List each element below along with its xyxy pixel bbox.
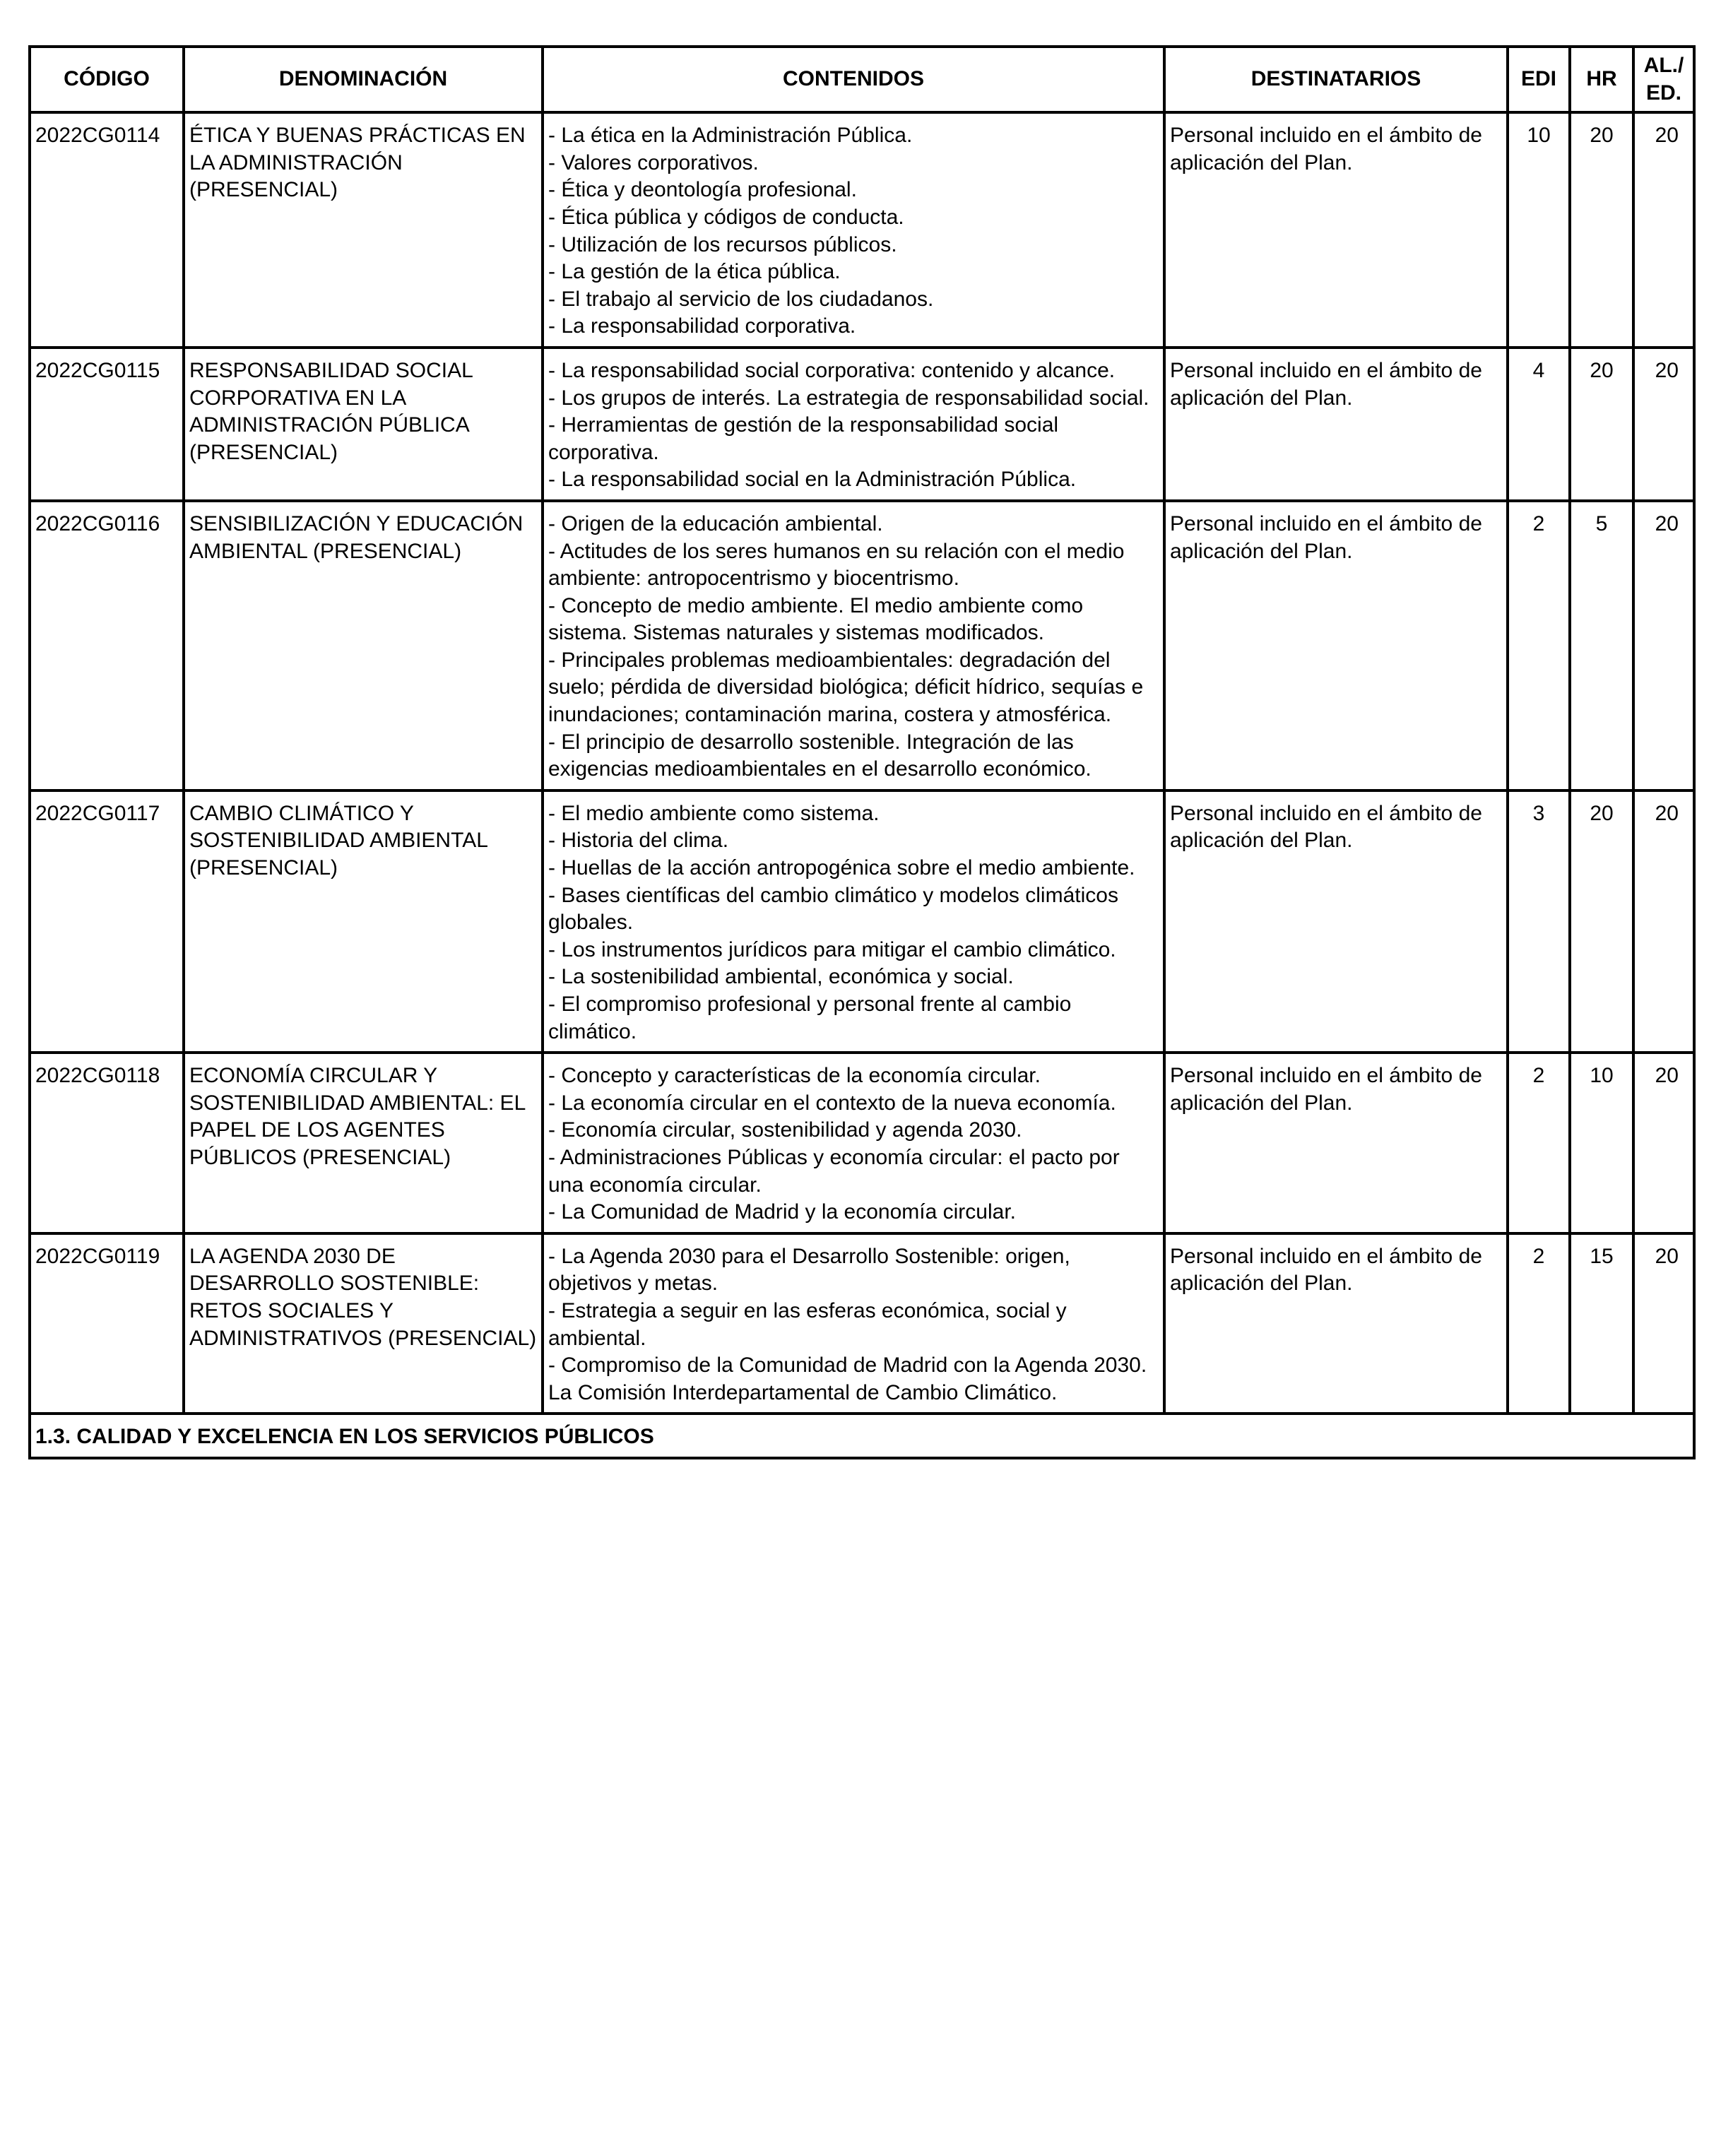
- content-item: - La responsabilidad social en la Administración Pública.: [548, 468, 1077, 492]
- content-item: - Valores corporativos.: [548, 150, 759, 174]
- course-name: CAMBIO CLIMÁTICO Y SOSTENIBILIDAD AMBIENTAL (PRESENCIAL): [184, 790, 543, 1053]
- content-item: - La economía circular en el contexto de la nueva economía.: [548, 1091, 1116, 1115]
- content-item: - El compromiso profesional y personal frente al cambio climático.: [548, 993, 1072, 1043]
- content-item: - Economía circular, sostenibilidad y agenda 2030.: [548, 1118, 1022, 1142]
- course-hours: 20: [1570, 790, 1633, 1053]
- content-item: - La responsabilidad corporativa.: [548, 314, 856, 338]
- course-editions: 2: [1508, 1053, 1570, 1233]
- course-hours: 20: [1570, 112, 1633, 348]
- content-item: - Origen de la educación ambiental.: [548, 511, 883, 535]
- course-hours: 5: [1570, 501, 1633, 790]
- course-editions: 4: [1508, 348, 1570, 501]
- table-row: [30, 1053, 1694, 1233]
- content-item: - Huellas de la acción antropogénica sobre el medio ambiente.: [548, 856, 1135, 880]
- course-contents: [543, 1233, 1164, 1414]
- section-row: [30, 1414, 1694, 1458]
- course-code: 2022CG0117: [30, 790, 184, 1053]
- course-students-per-edition: 20: [1633, 501, 1694, 790]
- course-name: SENSIBILIZACIÓN Y EDUCACIÓN AMBIENTAL (PRESENCIAL): [184, 501, 543, 790]
- header-denominacion: DENOMINACIÓN: [184, 47, 543, 112]
- course-contents: [543, 1053, 1164, 1233]
- course-name: LA AGENDA 2030 DE DESARROLLO SOSTENIBLE: RETOS SOCIALES Y ADMINISTRATIVOS (PRESENCIAL): [184, 1233, 543, 1414]
- courses-table: [28, 45, 1696, 1459]
- content-item: - Herramientas de gestión de la responsabilidad social corporativa.: [548, 413, 1059, 464]
- course-code: 2022CG0116: [30, 501, 184, 790]
- course-hours: 20: [1570, 348, 1633, 501]
- table-row: [30, 112, 1694, 348]
- course-code: 2022CG0118: [30, 1053, 184, 1233]
- course-recipients: Personal incluido en el ámbito de aplicación del Plan.: [1164, 501, 1508, 790]
- content-item: - Los instrumentos jurídicos para mitigar el cambio climático.: [548, 937, 1116, 961]
- content-item: - Estrategia a seguir en las esferas económica, social y ambiental.: [548, 1298, 1067, 1350]
- content-item: - La Comunidad de Madrid y la economía circular.: [548, 1200, 1016, 1224]
- course-code: 2022CG0119: [30, 1233, 184, 1414]
- course-contents: [543, 790, 1164, 1053]
- header-destinatarios: DESTINATARIOS: [1164, 47, 1508, 112]
- course-name: ECONOMÍA CIRCULAR Y SOSTENIBILIDAD AMBIENTAL: EL PAPEL DE LOS AGENTES PÚBLICOS (PRESENCIAL): [184, 1053, 543, 1233]
- content-item: - La sostenibilidad ambiental, económica y social.: [548, 965, 1014, 989]
- content-item: - El principio de desarrollo sostenible. Integración de las exigencias medioambientales en el desarrollo económico.: [548, 730, 1092, 781]
- content-item: - Actitudes de los seres humanos en su relación con el medio ambiente: antropocentrismo y biocentrismo.: [548, 539, 1125, 591]
- course-editions: 10: [1508, 112, 1570, 348]
- header-contenidos: CONTENIDOS: [543, 47, 1164, 112]
- content-item: - Concepto y características de la economía circular.: [548, 1064, 1041, 1088]
- content-item: - Ética y deontología profesional.: [548, 178, 857, 202]
- course-recipients: Personal incluido en el ámbito de aplicación del Plan.: [1164, 1053, 1508, 1233]
- course-recipients: Personal incluido en el ámbito de aplicación del Plan.: [1164, 790, 1508, 1053]
- course-contents: [543, 348, 1164, 501]
- course-students-per-edition: 20: [1633, 112, 1694, 348]
- content-item: - Ética pública y códigos de conducta.: [548, 205, 904, 229]
- content-item: - La gestión de la ética pública.: [548, 260, 841, 284]
- table-row: [30, 790, 1694, 1053]
- course-students-per-edition: 20: [1633, 348, 1694, 501]
- course-editions: 2: [1508, 1233, 1570, 1414]
- course-recipients: Personal incluido en el ámbito de aplicación del Plan.: [1164, 348, 1508, 501]
- content-item: - Bases científicas del cambio climático y modelos climáticos globales.: [548, 883, 1118, 935]
- header-edi: EDI: [1508, 47, 1570, 112]
- course-name: RESPONSABILIDAD SOCIAL CORPORATIVA EN LA ADMINISTRACIÓN PÚBLICA (PRESENCIAL): [184, 348, 543, 501]
- content-item: - Administraciones Públicas y economía circular: el pacto por una economía circular.: [548, 1145, 1120, 1197]
- content-item: - La Agenda 2030 para el Desarrollo Sostenible: origen, objetivos y metas.: [548, 1244, 1070, 1296]
- content-item: - Principales problemas medioambientales: degradación del suelo; pérdida de diversidad biológica; déficit hídrico, sequías e inundaciones; contaminación marina, costera y atmosférica.: [548, 648, 1144, 727]
- table-body: [30, 112, 1694, 1414]
- course-code: 2022CG0115: [30, 348, 184, 501]
- content-item: - El trabajo al servicio de los ciudadanos.: [548, 287, 934, 311]
- content-item: - Compromiso de la Comunidad de Madrid con la Agenda 2030. La Comisión Interdepartamental de Cambio Climático.: [548, 1354, 1147, 1404]
- course-contents: [543, 112, 1164, 348]
- course-hours: 15: [1570, 1233, 1633, 1414]
- header-hr: HR: [1570, 47, 1633, 112]
- header-codigo: CÓDIGO: [30, 47, 184, 112]
- course-name: ÉTICA Y BUENAS PRÁCTICAS EN LA ADMINISTRACIÓN (PRESENCIAL): [184, 112, 543, 348]
- course-editions: 3: [1508, 790, 1570, 1053]
- course-students-per-edition: 20: [1633, 790, 1694, 1053]
- content-item: - Utilización de los recursos públicos.: [548, 232, 897, 256]
- content-item: - La ética en la Administración Pública.: [548, 124, 913, 148]
- content-item: - Los grupos de interés. La estrategia de responsabilidad social.: [548, 386, 1149, 410]
- table-row: [30, 348, 1694, 501]
- header-al-ed: AL./ ED.: [1633, 47, 1694, 112]
- course-editions: 2: [1508, 501, 1570, 790]
- table-row: [30, 1233, 1694, 1414]
- course-hours: 10: [1570, 1053, 1633, 1233]
- content-item: - La responsabilidad social corporativa: contenido y alcance.: [548, 358, 1116, 382]
- course-recipients: Personal incluido en el ámbito de aplicación del Plan.: [1164, 1233, 1508, 1414]
- course-students-per-edition: 20: [1633, 1053, 1694, 1233]
- course-contents: [543, 501, 1164, 790]
- section-footer: 1.3. CALIDAD Y EXCELENCIA EN LOS SERVICIOS PÚBLICOS: [30, 1414, 1694, 1458]
- course-students-per-edition: 20: [1633, 1233, 1694, 1414]
- course-code: 2022CG0114: [30, 112, 184, 348]
- course-recipients: Personal incluido en el ámbito de aplicación del Plan.: [1164, 112, 1508, 348]
- content-item: - Concepto de medio ambiente. El medio ambiente como sistema. Sistemas naturales y sistemas modificados.: [548, 593, 1084, 645]
- header-row: [30, 47, 1694, 112]
- content-item: - Historia del clima.: [548, 829, 729, 853]
- content-item: - El medio ambiente como sistema.: [548, 801, 880, 825]
- table-row: [30, 501, 1694, 790]
